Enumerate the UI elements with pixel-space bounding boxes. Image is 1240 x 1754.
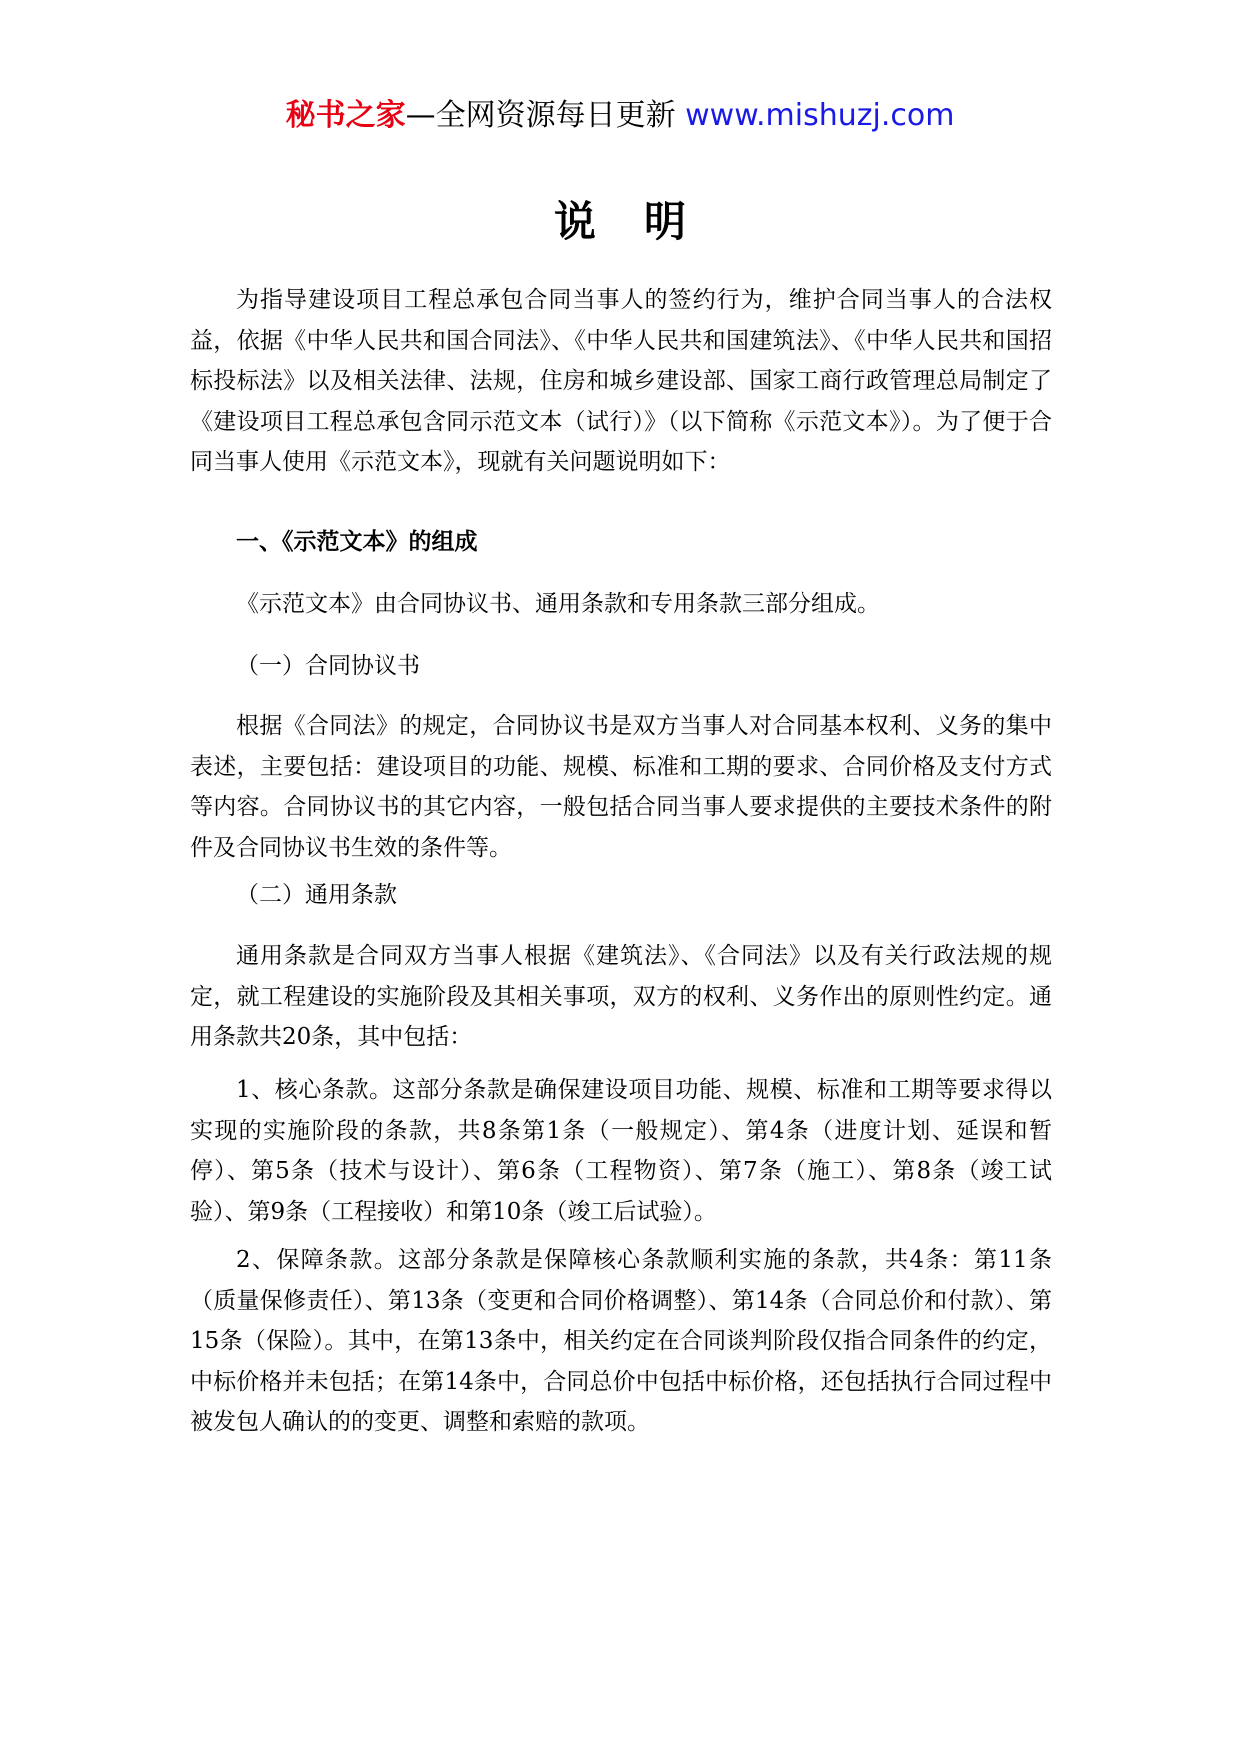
section-paragraph: 《示范文本》由合同协议书、通用条款和专用条款三部分组成。 (236, 591, 880, 617)
site-banner (0, 96, 1240, 136)
item1-block (190, 1070, 1052, 1232)
guarantee-terms-paragraph: 2、保障条款。这部分条款是保障核心条款顺利实施的条款，共4条：第11条（质量保修责任）、第13条（变更和合同价格调整）、第14条（合同总价和付款）、第15条（保险）。其中，在第13条中，相关约定在合同谈判阶段仅指合同条件的约定，中标价格并未包括；在第14条中，合同总价中包括中标价格，还包括执行合同过程中被发包人确认的的变更、调整和索赔的款项。 (190, 1247, 1052, 1435)
contract-agreement-paragraph: 根据《合同法》的规定，合同协议书是双方当事人对合同基本权利、义务的集中表述，主要包括：建设项目的功能、规模、标准和工期的要求、合同价格及支付方式等内容。合同协议书的其它内容，一般包括合同当事人要求提供的主要技术条件的附件及合同协议书生效的条件等。 (190, 713, 1052, 861)
brand-name: 秘书之家 (285, 98, 406, 133)
section1-heading-block (190, 522, 1052, 563)
intro-paragraph: 为指导建设项目工程总承包合同当事人的签约行为，维护合同当事人的合法权益，依据《中华人民共和国合同法》、《中华人民共和国建筑法》、《中华人民共和国招标投标法》以及相关法律、法规，住房和城乡建设部、国家工商行政管理总局制定了《建设项目工程总承包含同示范文本（试行）》（以下简称《示范文本》）。为了便于合同当事人使用《示范文本》，现就有关问题说明如下： (190, 287, 1052, 475)
general-terms-paragraph: 通用条款是合同双方当事人根据《建筑法》、《合同法》以及有关行政法规的规定，就工程建设的实施阶段及其相关事项，双方的权利、义务作出的原则性约定。通用条款共20条，其中包括： (190, 943, 1052, 1050)
sub-heading: （二）通用条款 (236, 882, 397, 908)
sub1-heading-block (190, 646, 1052, 687)
intro-block (190, 280, 1052, 483)
sub2-text-block (190, 936, 1052, 1058)
sub-heading: （一）合同协议书 (236, 653, 420, 679)
section1-text-block (190, 584, 1052, 625)
site-url-link[interactable]: www.mishuzj.com (685, 98, 955, 133)
page-title: 说明 (553, 197, 734, 246)
sub1-text-block (190, 706, 1052, 868)
core-terms-paragraph: 1、核心条款。这部分条款是确保建设项目功能、规模、标准和工期等要求得以实现的实施阶段的条款，共8条第1条（一般规定）、第4条（进度计划、延误和暂停）、第5条（技术与设计）、第6条（工程物资）、第7条（施工）、第8条（竣工试验）、第9条（工程接收）和第10条（竣工后试验）。 (190, 1077, 1052, 1225)
section-heading: 一、《示范文本》的组成 (236, 529, 478, 555)
sub2-heading-block (190, 875, 1052, 916)
item2-block (190, 1240, 1052, 1443)
banner-tagline: —全网资源每日更新 (405, 98, 676, 133)
